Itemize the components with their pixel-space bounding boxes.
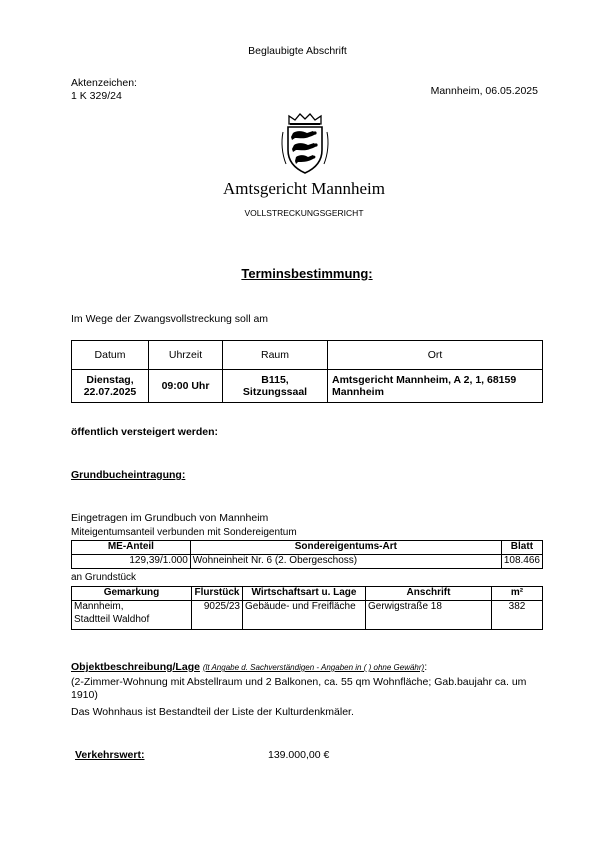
termin-datum: Dienstag, 22.07.2025 bbox=[72, 370, 149, 403]
miteigentum-text: Miteigentumsanteil verbunden mit Sondereigentum bbox=[71, 527, 297, 538]
blatt-value: 108.466 bbox=[501, 555, 542, 569]
termin-header-ort: Ort bbox=[328, 341, 543, 370]
aktenzeichen-label: Aktenzeichen: bbox=[71, 77, 137, 89]
me-header-anteil: ME-Anteil bbox=[72, 541, 191, 555]
court-name: Amtsgericht Mannheim bbox=[223, 179, 385, 198]
place-date: Mannheim, 06.05.2025 bbox=[430, 85, 538, 97]
me-anteil-table bbox=[71, 540, 543, 569]
gs-header-gemarkung: Gemarkung bbox=[72, 587, 192, 601]
wirtschaftsart-value: Gebäude- und Freifläche bbox=[243, 601, 366, 630]
verkehrswert-label: Verkehrswert: bbox=[75, 749, 145, 761]
objekt-colon: : bbox=[424, 661, 428, 673]
termin-header-datum: Datum bbox=[72, 341, 149, 370]
termin-ort: Amtsgericht Mannheim, A 2, 1, 68159 Mannheim bbox=[328, 370, 543, 403]
gs-header-wirtschaftsart: Wirtschaftsart u. Lage bbox=[243, 587, 366, 601]
sondereigentum-art-value: Wohneinheit Nr. 6 (2. Obergeschoss) bbox=[190, 555, 501, 569]
termin-uhrzeit: 09:00 Uhr bbox=[149, 370, 223, 403]
grundstueck-table bbox=[71, 586, 543, 630]
aktenzeichen-value: 1 K 329/24 bbox=[71, 90, 122, 102]
flurstueck-value: 9025/23 bbox=[192, 601, 243, 630]
objekt-note: (lt Angabe d. Sachverständigen - Angaben in ( ) ohne Gewähr) bbox=[202, 663, 425, 672]
verkehrswert-value: 139.000,00 € bbox=[268, 749, 330, 761]
me-header-blatt: Blatt bbox=[501, 541, 542, 555]
eingetragen-text: Eingetragen im Grundbuch von Mannheim bbox=[71, 512, 269, 524]
document-title: Terminsbestimmung: bbox=[241, 266, 373, 281]
gs-header-flurstueck: Flurstück bbox=[192, 587, 243, 601]
me-anteil-value: 129,39/1.000 bbox=[72, 555, 191, 569]
objekt-heading: Objektbeschreibung/Lage bbox=[71, 661, 200, 673]
gemarkung-value: Mannheim, Stadtteil Waldhof bbox=[72, 601, 192, 630]
gs-header-anschrift: Anschrift bbox=[366, 587, 492, 601]
court-department: VOLLSTRECKUNGSGERICHT bbox=[244, 208, 364, 218]
objekt-heading-line bbox=[71, 661, 427, 674]
coat-of-arms-icon bbox=[279, 112, 331, 176]
gs-header-flaeche: m² bbox=[492, 587, 543, 601]
grundbuch-heading: Grundbucheintragung: bbox=[71, 469, 186, 481]
versteigert-text: öffentlich versteigert werden: bbox=[71, 426, 219, 438]
termin-header-raum: Raum bbox=[223, 341, 328, 370]
termin-header-uhrzeit: Uhrzeit bbox=[149, 341, 223, 370]
denkmal-text: Das Wohnhaus ist Bestandteil der Liste der Kulturdenkmäler. bbox=[71, 706, 354, 718]
certified-copy-label: Beglaubigte Abschrift bbox=[248, 45, 347, 57]
me-header-art: Sondereigentums-Art bbox=[190, 541, 501, 555]
objekt-description: (2-Zimmer-Wohnung mit Abstellraum und 2 Balkonen, ca. 55 qm Wohnfläche; Gab.baujahr ca. um 1910) bbox=[71, 676, 527, 701]
an-grundstueck-text: an Grundstück bbox=[71, 572, 137, 583]
anschrift-value: Gerwigstraße 18 bbox=[366, 601, 492, 630]
termin-raum: B115, Sitzungssaal bbox=[223, 370, 328, 403]
intro-text: Im Wege der Zwangsvollstreckung soll am bbox=[71, 313, 269, 325]
termin-table bbox=[71, 340, 543, 403]
flaeche-value: 382 bbox=[492, 601, 543, 630]
